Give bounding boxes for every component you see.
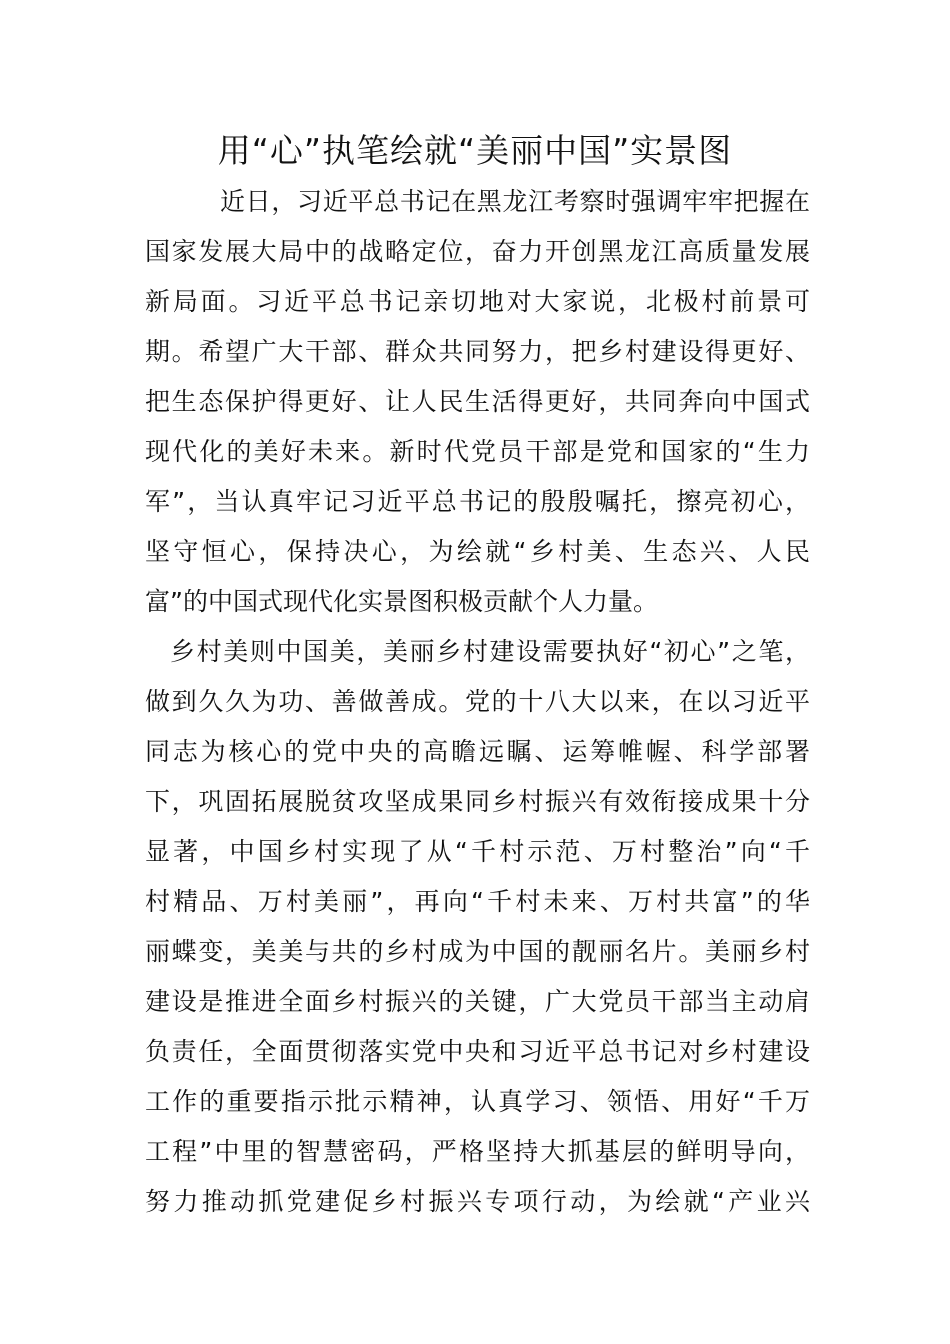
- text-line: 富”的中国式现代化实景图积极贡献个人力量。: [145, 587, 658, 616]
- text-line: 显著，中国乡村实现了从“千村示范、万村整治”向“千: [145, 837, 810, 866]
- text-line: 下，巩固拓展脱贫攻坚成果同乡村振兴有效衔接成果十分: [145, 787, 810, 816]
- text-line: 把生态保护得更好、让人民生活得更好，共同奔向中国式: [145, 387, 810, 416]
- text-line: 建设是推进全面乡村振兴的关键，广大党员干部当主动肩: [145, 987, 810, 1016]
- text-line: 村精品、万村美丽”，再向“千村未来、万村共富”的华: [145, 887, 810, 916]
- text-line: 军”，当认真牢记习近平总书记的殷殷嘱托，擦亮初心，: [145, 487, 810, 516]
- text-line: 工作的重要指示批示精神，认真学习、领悟、用好“千万: [145, 1087, 810, 1116]
- text-line: 同志为核心的党中央的高瞻远瞩、运筹帷幄、科学部署: [145, 737, 810, 766]
- text-line: 做到久久为功、善做善成。党的十八大以来，在以习近平: [145, 687, 810, 716]
- text-line: 期。希望广大干部、群众共同努力，把乡村建设得更好、: [145, 337, 810, 366]
- document-title: 用“心”执笔绘就“美丽中国”实景图: [217, 131, 733, 170]
- text-line: 乡村美则中国美，美丽乡村建设需要执好“初心”之笔，: [170, 637, 810, 666]
- text-line: 负责任，全面贯彻落实党中央和习近平总书记对乡村建设: [145, 1037, 810, 1066]
- text-line: 近日，习近平总书记在黑龙江考察时强调牢牢把握在: [220, 187, 810, 216]
- text-line: 丽蝶变，美美与共的乡村成为中国的靓丽名片。美丽乡村: [145, 937, 810, 966]
- document-body: [145, 177, 810, 1227]
- text-line: 努力推动抓党建促乡村振兴专项行动，为绘就“产业兴: [145, 1187, 810, 1216]
- text-line: 坚守恒心，保持决心，为绘就“乡村美、生态兴、人民: [145, 537, 810, 566]
- text-line: 新局面。习近平总书记亲切地对大家说，北极村前景可: [145, 287, 810, 316]
- text-line: 现代化的美好未来。新时代党员干部是党和国家的“生力: [145, 437, 810, 466]
- text-line: 工程”中里的智慧密码，严格坚持大抓基层的鲜明导向，: [145, 1137, 810, 1166]
- text-line: 国家发展大局中的战略定位，奋力开创黑龙江高质量发展: [145, 237, 810, 266]
